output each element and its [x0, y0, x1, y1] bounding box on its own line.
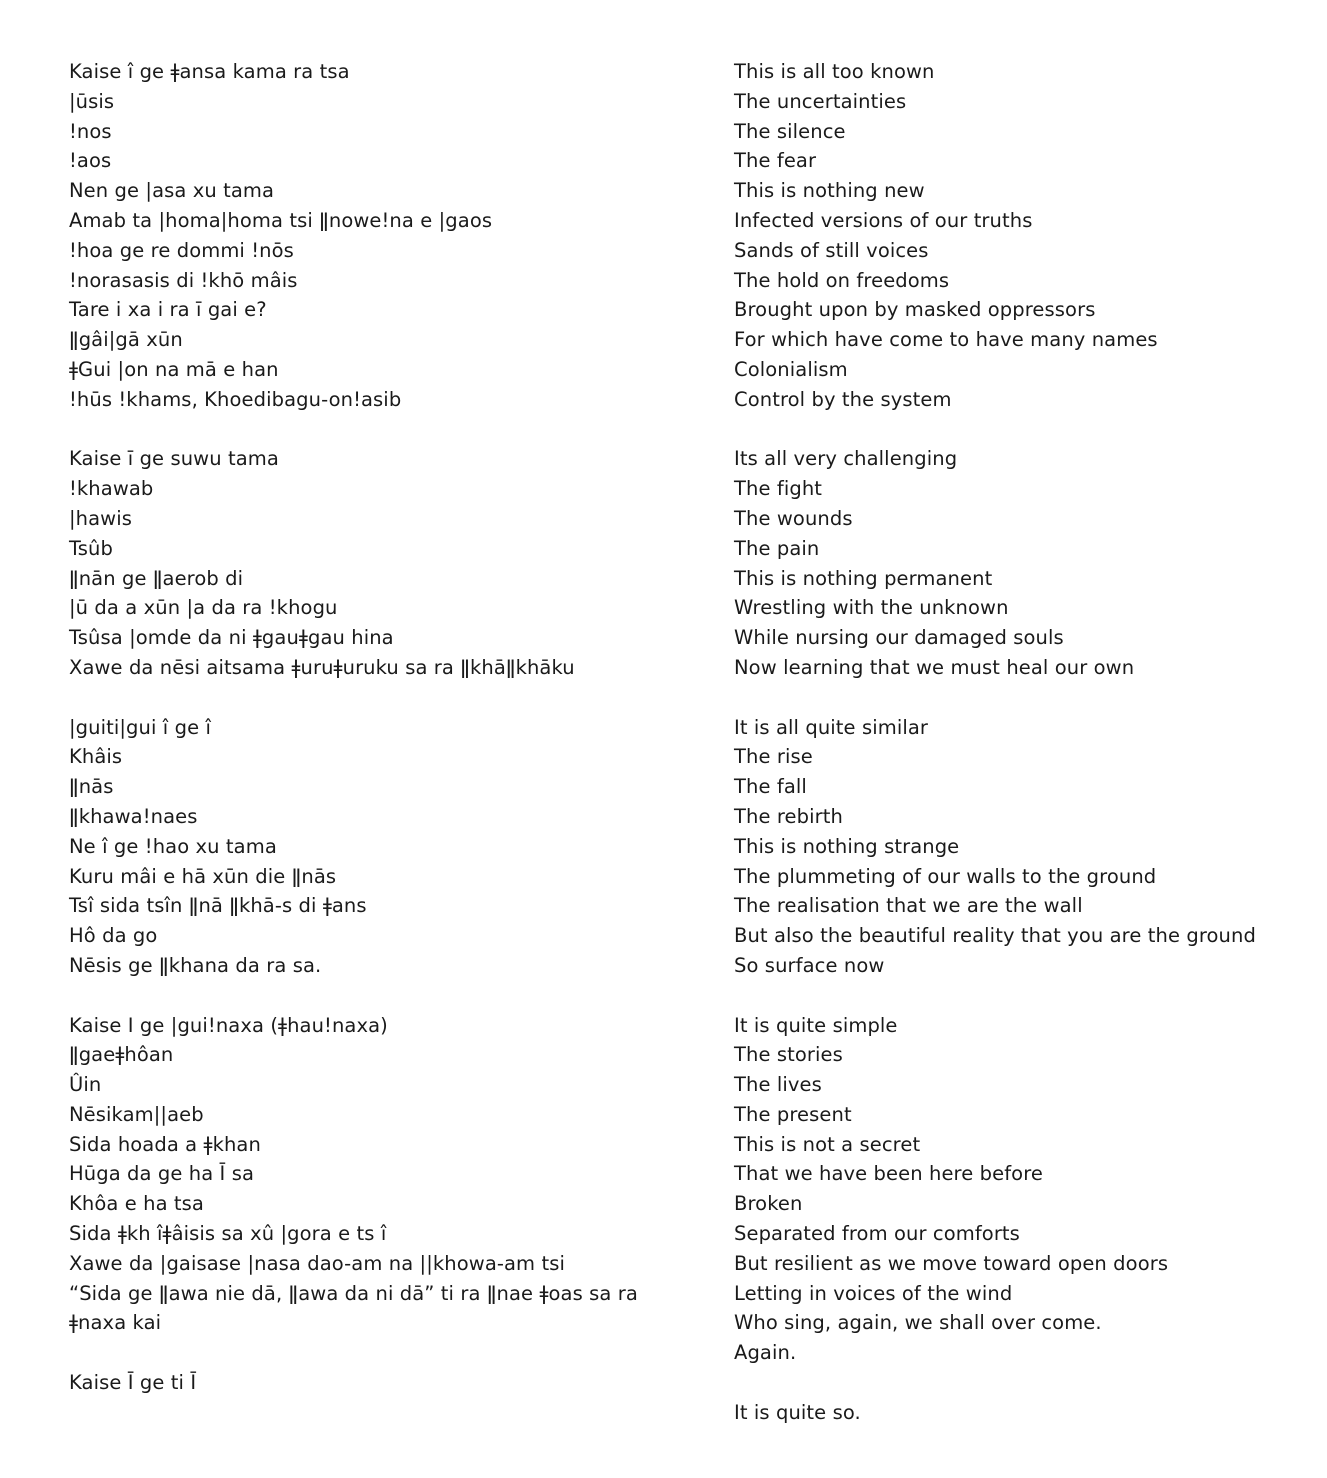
english-poem-line: The rebirth: [734, 804, 843, 828]
english-poem-line: The uncertainties: [734, 89, 907, 113]
khoekhoegowab-poem-line: Kaise Ī ge ti Ī: [69, 1371, 197, 1395]
khoekhoegowab-poem-line: Sida hoada a ǂkhan: [69, 1132, 261, 1156]
english-poem-line: The pain: [734, 536, 820, 560]
english-stanza: [734, 57, 1314, 415]
khoekhoegowab-stanza: [69, 444, 689, 682]
khoekhoegowab-poem-line: ǁgâi|gā xūn: [69, 328, 183, 352]
khoekhoegowab-poem-line: Tare i xa i ra ī gai e?: [69, 298, 267, 322]
english-poem-line: Separated from our comforts: [734, 1222, 1020, 1246]
english-stanza: [734, 444, 1314, 682]
english-poem-line: The silence: [734, 119, 846, 143]
khoekhoegowab-poem-line: Khôa e ha tsa: [69, 1192, 204, 1216]
english-poem-line: While nursing our damaged souls: [734, 626, 1064, 650]
english-poem-line: Letting in voices of the wind: [734, 1281, 1013, 1305]
english-poem-line: For which have come to have many names: [734, 328, 1158, 352]
english-poem-line: That we have been here before: [734, 1162, 1043, 1186]
english-poem-line: Colonialism: [734, 357, 848, 381]
khoekhoegowab-stanza: [69, 57, 689, 415]
khoekhoegowab-poem-line: Tsî sida tsîn ǁnā ǁkhā-s di ǂans: [69, 894, 367, 918]
english-poem-line: The lives: [734, 1073, 822, 1097]
khoekhoegowab-poem-line: ǂGui |on na mā e han: [69, 357, 279, 381]
english-poem-line: Control by the system: [734, 387, 952, 411]
english-poem-line: This is nothing strange: [734, 834, 960, 858]
khoekhoegowab-poem-line: !nos: [69, 119, 112, 143]
khoekhoegowab-poem-line: ǁnān ge ǁaerob di: [69, 566, 244, 590]
khoekhoegowab-stanza: [69, 713, 689, 981]
khoekhoegowab-poem-line: ǁnās: [69, 775, 114, 799]
khoekhoegowab-poem-line: Hô da go: [69, 924, 158, 948]
english-poem-line: The fight: [734, 477, 823, 501]
english-poem-line: The realisation that we are the wall: [734, 894, 1083, 918]
english-poem-line: The present: [734, 1102, 852, 1126]
khoekhoegowab-poem-line: Kaise î ge ǂansa kama ra tsa: [69, 60, 350, 83]
khoekhoegowab-poem-line: Hūga da ge ha Ī sa: [69, 1162, 255, 1186]
english-poem-line: The plummeting of our walls to the ground: [734, 864, 1157, 888]
english-poem-line: The rise: [734, 745, 813, 769]
english-poem-line: Sands of still voices: [734, 238, 929, 262]
english-poem-line: Wrestling with the unknown: [734, 596, 1009, 620]
english-poem-line: But also the beautiful reality that you are the ground: [734, 924, 1256, 948]
khoekhoegowab-poem-line: Xawe da nēsi aitsama ǂuruǂuruku sa ra ǁkhāǁkhāku: [69, 655, 575, 679]
khoekhoegowab-poem-line: Kaise I ge |gui!naxa (ǂhau!naxa): [69, 1013, 388, 1037]
english-poem-line: It is quite so.: [734, 1400, 861, 1424]
khoekhoegowab-poem-line: Ûin: [69, 1073, 102, 1097]
english-poem-line: This is nothing permanent: [734, 566, 993, 590]
english-poem-line: The stories: [734, 1043, 843, 1067]
english-poem-column: [734, 57, 1314, 1457]
english-poem-line: Its all very challenging: [734, 447, 958, 471]
english-poem-line: Who sing, again, we shall over come.: [734, 1311, 1102, 1335]
khoekhoegowab-poem-line: |ū da a xūn |a da ra !khogu: [69, 596, 338, 620]
english-poem-line: Now learning that we must heal our own: [734, 655, 1135, 679]
english-poem-line: Infected versions of our truths: [734, 208, 1033, 232]
english-poem-line: This is all too known: [734, 60, 935, 83]
khoekhoegowab-poem-column: [69, 57, 689, 1428]
khoekhoegowab-poem-line: Nēsis ge ǁkhana da ra sa.: [69, 953, 322, 977]
khoekhoegowab-poem-line: Xawe da |gaisase |nasa dao-am na ||khowa-am tsi: [69, 1251, 565, 1275]
khoekhoegowab-poem-line: |ūsis: [69, 89, 115, 113]
english-poem-line: Brought upon by masked oppressors: [734, 298, 1096, 322]
khoekhoegowab-poem-line: ǁgaeǂhôan: [69, 1043, 174, 1067]
khoekhoegowab-poem-line: Ne î ge !hao xu tama: [69, 834, 277, 858]
khoekhoegowab-poem-line: Tsûb: [69, 536, 113, 560]
khoekhoegowab-stanza: [69, 1368, 689, 1398]
khoekhoegowab-poem-line: !hoa ge re dommi !nōs: [69, 238, 294, 262]
english-poem-line: The wounds: [734, 506, 853, 530]
english-poem-line: This is not a secret: [734, 1132, 921, 1156]
khoekhoegowab-poem-line: |hawis: [69, 506, 133, 530]
english-stanza: [734, 1398, 1314, 1428]
khoekhoegowab-poem-line: Tsûsa |omde da ni ǂgauǂgau hina: [69, 626, 394, 650]
english-poem-line: Broken: [734, 1192, 803, 1216]
khoekhoegowab-poem-line: !khawab: [69, 477, 154, 501]
english-poem-line: But resilient as we move toward open doors: [734, 1251, 1169, 1275]
khoekhoegowab-poem-line: Nēsikam||aeb: [69, 1102, 204, 1126]
khoekhoegowab-poem-line: !hūs !khams, Khoedibagu-on!asib: [69, 387, 402, 411]
khoekhoegowab-poem-line: !norasasis di !khō mâis: [69, 268, 298, 292]
english-poem-line: The fear: [734, 149, 817, 173]
khoekhoegowab-poem-line: ǁkhawa!naes: [69, 804, 198, 828]
khoekhoegowab-poem-line: ǂnaxa kai: [69, 1311, 162, 1335]
english-poem-line: The hold on freedoms: [734, 268, 950, 292]
english-poem-line: Again.: [734, 1341, 797, 1365]
khoekhoegowab-poem-line: Kuru mâi e hā xūn die ǁnās: [69, 864, 337, 888]
english-poem-line: It is quite simple: [734, 1013, 898, 1037]
english-poem-line: This is nothing new: [734, 179, 925, 203]
english-poem-line: So surface now: [734, 953, 885, 977]
khoekhoegowab-poem-line: Amab ta |homa|homa tsi ǁnowe!na e |gaos: [69, 208, 493, 232]
khoekhoegowab-poem-line: “Sida ge ǁawa nie dā, ǁawa da ni dā” ti ra ǁnae ǂoas sa ra: [69, 1281, 638, 1305]
khoekhoegowab-poem-line: Khâis: [69, 745, 123, 769]
khoekhoegowab-poem-line: |guiti|gui î ge î: [69, 715, 212, 739]
khoekhoegowab-poem-line: Sida ǂkh îǂâisis sa xû |gora e ts î: [69, 1222, 387, 1246]
khoekhoegowab-poem-line: Nen ge |asa xu tama: [69, 179, 275, 203]
khoekhoegowab-stanza: [69, 1011, 689, 1339]
english-stanza: [734, 713, 1314, 981]
english-poem-line: It is all quite similar: [734, 715, 929, 739]
english-stanza: [734, 1011, 1314, 1369]
english-poem-line: The fall: [734, 775, 807, 799]
khoekhoegowab-poem-line: Kaise ī ge suwu tama: [69, 447, 279, 471]
khoekhoegowab-poem-line: !aos: [69, 149, 112, 173]
